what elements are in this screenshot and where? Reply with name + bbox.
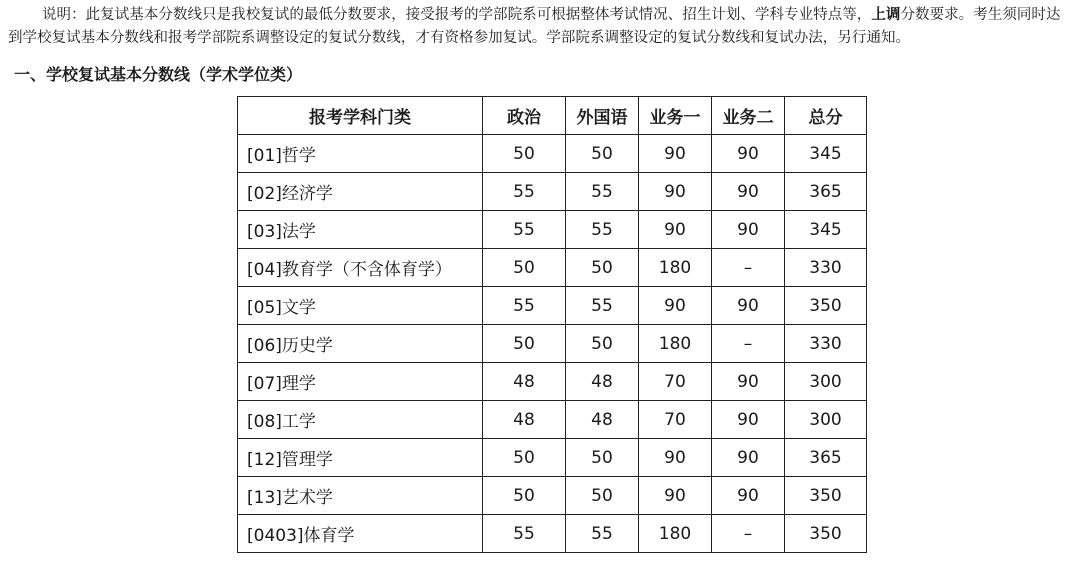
cell-total: 350 [785, 477, 867, 515]
header-politics: 政治 [483, 97, 566, 135]
cell-subject: [07]理学 [238, 363, 483, 401]
cell-politics: 55 [483, 515, 566, 553]
cell-subject-two: 90 [712, 477, 785, 515]
cell-subject: [03]法学 [238, 211, 483, 249]
cell-politics: 55 [483, 287, 566, 325]
cell-subject-one: 90 [639, 173, 712, 211]
cell-total: 365 [785, 173, 867, 211]
table-row [238, 135, 867, 173]
cell-subject-one: 70 [639, 363, 712, 401]
header-subject-two: 业务二 [712, 97, 785, 135]
table-row [238, 363, 867, 401]
cell-foreign-language: 55 [566, 173, 639, 211]
cell-subject-two: 90 [712, 135, 785, 173]
table-row [238, 439, 867, 477]
cell-politics: 55 [483, 173, 566, 211]
cell-subject: [13]艺术学 [238, 477, 483, 515]
cell-politics: 50 [483, 325, 566, 363]
cell-politics: 48 [483, 401, 566, 439]
table-row [238, 477, 867, 515]
table-body [238, 135, 867, 553]
cell-subject-one: 180 [639, 515, 712, 553]
cell-subject-two: – [712, 325, 785, 363]
cell-subject: [05]文学 [238, 287, 483, 325]
cell-subject-two: – [712, 515, 785, 553]
table-row [238, 173, 867, 211]
score-table [237, 96, 867, 553]
cell-subject-two: – [712, 249, 785, 287]
cell-foreign-language: 50 [566, 325, 639, 363]
header-subject-one: 业务一 [639, 97, 712, 135]
header-foreign-language: 外国语 [566, 97, 639, 135]
cell-total: 300 [785, 363, 867, 401]
cell-foreign-language: 50 [566, 439, 639, 477]
cell-subject: [01]哲学 [238, 135, 483, 173]
cell-foreign-language: 50 [566, 477, 639, 515]
cell-subject-one: 90 [639, 135, 712, 173]
cell-subject-two: 90 [712, 287, 785, 325]
cell-total: 350 [785, 287, 867, 325]
cell-subject-two: 90 [712, 401, 785, 439]
cell-subject: [12]管理学 [238, 439, 483, 477]
cell-total: 300 [785, 401, 867, 439]
cell-politics: 50 [483, 439, 566, 477]
cell-foreign-language: 55 [566, 287, 639, 325]
cell-total: 365 [785, 439, 867, 477]
cell-subject-one: 70 [639, 401, 712, 439]
section-title: 一、学校复试基本分数线（学术学位类） [14, 65, 303, 84]
cell-subject-one: 90 [639, 439, 712, 477]
table-header-row [238, 97, 867, 135]
note-text-part2: 分数要求。考生须同时达到学校复试基本分数线和报考学部院系调整设定的复试分数线，才有资格参加复试。学部院系调整设定的复试分数线和复试办法，另行通知。 [8, 7, 1061, 46]
header-subject: 报考学科门类 [238, 97, 483, 135]
cell-subject-two: 90 [712, 211, 785, 249]
cell-politics: 50 [483, 135, 566, 173]
cell-subject: [02]经济学 [238, 173, 483, 211]
cell-foreign-language: 55 [566, 211, 639, 249]
cell-subject-two: 90 [712, 439, 785, 477]
cell-politics: 48 [483, 363, 566, 401]
cell-subject-one: 180 [639, 249, 712, 287]
cell-subject-one: 90 [639, 211, 712, 249]
cell-politics: 50 [483, 477, 566, 515]
cell-subject-two: 90 [712, 363, 785, 401]
cell-total: 350 [785, 515, 867, 553]
cell-total: 345 [785, 135, 867, 173]
cell-subject: [04]教育学（不含体育学） [238, 249, 483, 287]
table-row [238, 515, 867, 553]
table-row [238, 401, 867, 439]
cell-foreign-language: 50 [566, 249, 639, 287]
cell-subject-two: 90 [712, 173, 785, 211]
note-bold-text: 上调 [871, 7, 901, 23]
cell-total: 330 [785, 249, 867, 287]
cell-foreign-language: 50 [566, 135, 639, 173]
explanation-note [8, 4, 1074, 50]
cell-subject: [0403]体育学 [238, 515, 483, 553]
cell-subject: [08]工学 [238, 401, 483, 439]
cell-politics: 50 [483, 249, 566, 287]
cell-politics: 55 [483, 211, 566, 249]
cell-subject-one: 90 [639, 287, 712, 325]
note-text-part1: 说明：此复试基本分数线只是我校复试的最低分数要求，接受报考的学部院系可根据整体考试情况、招生计划、学科专业特点等， [42, 7, 872, 23]
table-row [238, 249, 867, 287]
cell-subject-one: 180 [639, 325, 712, 363]
table-row [238, 287, 867, 325]
cell-subject-one: 90 [639, 477, 712, 515]
table-row [238, 325, 867, 363]
cell-total: 345 [785, 211, 867, 249]
header-total: 总分 [785, 97, 867, 135]
cell-total: 330 [785, 325, 867, 363]
cell-subject: [06]历史学 [238, 325, 483, 363]
cell-foreign-language: 55 [566, 515, 639, 553]
cell-foreign-language: 48 [566, 363, 639, 401]
cell-foreign-language: 48 [566, 401, 639, 439]
table-row [238, 211, 867, 249]
